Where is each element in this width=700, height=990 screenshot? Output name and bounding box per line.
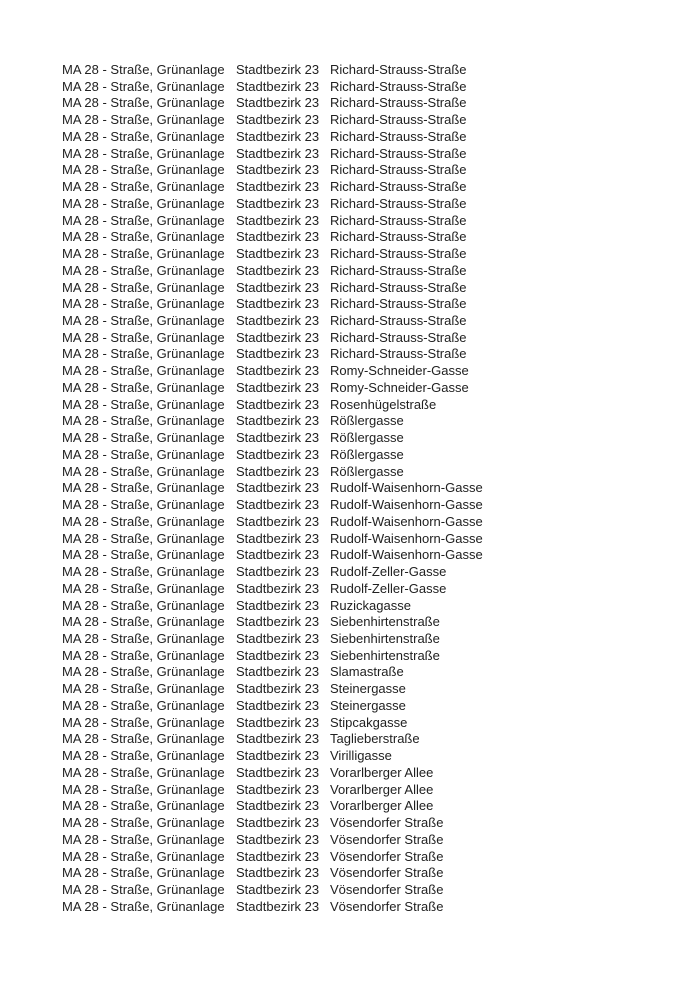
cell-street: Richard-Strauss-Straße (330, 329, 467, 345)
cell-district: Stadtbezirk 23 (236, 262, 320, 278)
cell-organisation: MA 28 - Straße, Grünanlage (62, 714, 225, 730)
table-row (62, 832, 662, 849)
cell-street: Steinergasse (330, 697, 406, 713)
cell-organisation: MA 28 - Straße, Grünanlage (62, 346, 225, 362)
cell-organisation: MA 28 - Straße, Grünanlage (62, 246, 225, 262)
cell-street: Romy-Schneider-Gasse (330, 363, 469, 379)
cell-organisation: MA 28 - Straße, Grünanlage (62, 530, 225, 546)
cell-street: Stipcakgasse (330, 714, 408, 730)
cell-district: Stadtbezirk 23 (236, 681, 320, 697)
cell-district: Stadtbezirk 23 (236, 547, 320, 563)
cell-organisation: MA 28 - Straße, Grünanlage (62, 848, 225, 864)
cell-street: Vösendorfer Straße (330, 831, 444, 847)
cell-district: Stadtbezirk 23 (236, 446, 320, 462)
cell-district: Stadtbezirk 23 (236, 212, 320, 228)
table-row (62, 413, 662, 430)
cell-street: Vösendorfer Straße (330, 898, 444, 914)
cell-street: Vösendorfer Straße (330, 881, 444, 897)
cell-organisation: MA 28 - Straße, Grünanlage (62, 229, 225, 245)
table-row (62, 547, 662, 564)
table-row (62, 229, 662, 246)
cell-organisation: MA 28 - Straße, Grünanlage (62, 630, 225, 646)
cell-organisation: MA 28 - Straße, Grünanlage (62, 865, 225, 881)
cell-organisation: MA 28 - Straße, Grünanlage (62, 513, 225, 529)
cell-district: Stadtbezirk 23 (236, 379, 320, 395)
table-row (62, 430, 662, 447)
cell-street: Richard-Strauss-Straße (330, 145, 467, 161)
table-row (62, 664, 662, 681)
cell-district: Stadtbezirk 23 (236, 229, 320, 245)
cell-organisation: MA 28 - Straße, Grünanlage (62, 764, 225, 780)
cell-organisation: MA 28 - Straße, Grünanlage (62, 363, 225, 379)
cell-district: Stadtbezirk 23 (236, 848, 320, 864)
cell-street: Richard-Strauss-Straße (330, 279, 467, 295)
table-row (62, 464, 662, 481)
cell-district: Stadtbezirk 23 (236, 296, 320, 312)
cell-organisation: MA 28 - Straße, Grünanlage (62, 95, 225, 111)
cell-district: Stadtbezirk 23 (236, 798, 320, 814)
table-row (62, 363, 662, 380)
cell-district: Stadtbezirk 23 (236, 815, 320, 831)
table-row (62, 681, 662, 698)
table-row (62, 514, 662, 531)
table-row (62, 882, 662, 899)
cell-district: Stadtbezirk 23 (236, 430, 320, 446)
table-row (62, 899, 662, 916)
cell-district: Stadtbezirk 23 (236, 145, 320, 161)
cell-district: Stadtbezirk 23 (236, 898, 320, 914)
table-row (62, 79, 662, 96)
cell-street: Rößlergasse (330, 413, 404, 429)
table-row (62, 162, 662, 179)
cell-street: Taglieberstraße (330, 731, 420, 747)
cell-street: Siebenhirtenstraße (330, 614, 440, 630)
table-row (62, 815, 662, 832)
cell-street: Ruzickagasse (330, 597, 411, 613)
cell-street: Richard-Strauss-Straße (330, 296, 467, 312)
cell-organisation: MA 28 - Straße, Grünanlage (62, 446, 225, 462)
cell-organisation: MA 28 - Straße, Grünanlage (62, 463, 225, 479)
cell-organisation: MA 28 - Straße, Grünanlage (62, 262, 225, 278)
table-row (62, 614, 662, 631)
cell-street: Vösendorfer Straße (330, 815, 444, 831)
cell-organisation: MA 28 - Straße, Grünanlage (62, 681, 225, 697)
cell-organisation: MA 28 - Straße, Grünanlage (62, 195, 225, 211)
table-row (62, 782, 662, 799)
cell-district: Stadtbezirk 23 (236, 497, 320, 513)
cell-district: Stadtbezirk 23 (236, 697, 320, 713)
cell-street: Richard-Strauss-Straße (330, 346, 467, 362)
cell-district: Stadtbezirk 23 (236, 664, 320, 680)
cell-street: Rudolf-Waisenhorn-Gasse (330, 513, 483, 529)
table-row (62, 765, 662, 782)
cell-district: Stadtbezirk 23 (236, 831, 320, 847)
cell-street: Rößlergasse (330, 446, 404, 462)
cell-organisation: MA 28 - Straße, Grünanlage (62, 78, 225, 94)
cell-street: Rudolf-Zeller-Gasse (330, 580, 447, 596)
table-row (62, 581, 662, 598)
cell-street: Richard-Strauss-Straße (330, 195, 467, 211)
table-row (62, 196, 662, 213)
cell-organisation: MA 28 - Straße, Grünanlage (62, 614, 225, 630)
cell-organisation: MA 28 - Straße, Grünanlage (62, 798, 225, 814)
table-row (62, 598, 662, 615)
cell-street: Siebenhirtenstraße (330, 647, 440, 663)
cell-district: Stadtbezirk 23 (236, 128, 320, 144)
cell-district: Stadtbezirk 23 (236, 179, 320, 195)
cell-street: Rudolf-Waisenhorn-Gasse (330, 497, 483, 513)
cell-district: Stadtbezirk 23 (236, 748, 320, 764)
cell-district: Stadtbezirk 23 (236, 329, 320, 345)
table-row (62, 480, 662, 497)
cell-district: Stadtbezirk 23 (236, 731, 320, 747)
table-row (62, 346, 662, 363)
cell-street: Vösendorfer Straße (330, 848, 444, 864)
cell-street: Siebenhirtenstraße (330, 630, 440, 646)
table-row (62, 447, 662, 464)
cell-street: Richard-Strauss-Straße (330, 313, 467, 329)
cell-organisation: MA 28 - Straße, Grünanlage (62, 664, 225, 680)
cell-street: Richard-Strauss-Straße (330, 229, 467, 245)
cell-organisation: MA 28 - Straße, Grünanlage (62, 580, 225, 596)
cell-organisation: MA 28 - Straße, Grünanlage (62, 898, 225, 914)
cell-organisation: MA 28 - Straße, Grünanlage (62, 396, 225, 412)
cell-organisation: MA 28 - Straße, Grünanlage (62, 781, 225, 797)
cell-district: Stadtbezirk 23 (236, 313, 320, 329)
table-row (62, 179, 662, 196)
table-row (62, 146, 662, 163)
cell-district: Stadtbezirk 23 (236, 78, 320, 94)
cell-organisation: MA 28 - Straße, Grünanlage (62, 547, 225, 563)
cell-organisation: MA 28 - Straße, Grünanlage (62, 815, 225, 831)
cell-district: Stadtbezirk 23 (236, 865, 320, 881)
cell-district: Stadtbezirk 23 (236, 647, 320, 663)
street-list (62, 62, 662, 915)
table-row (62, 849, 662, 866)
cell-district: Stadtbezirk 23 (236, 530, 320, 546)
cell-organisation: MA 28 - Straße, Grünanlage (62, 731, 225, 747)
cell-district: Stadtbezirk 23 (236, 62, 320, 77)
table-row (62, 798, 662, 815)
table-row (62, 731, 662, 748)
cell-street: Romy-Schneider-Gasse (330, 379, 469, 395)
cell-organisation: MA 28 - Straße, Grünanlage (62, 112, 225, 128)
cell-street: Rudolf-Waisenhorn-Gasse (330, 480, 483, 496)
cell-organisation: MA 28 - Straße, Grünanlage (62, 647, 225, 663)
cell-organisation: MA 28 - Straße, Grünanlage (62, 497, 225, 513)
cell-organisation: MA 28 - Straße, Grünanlage (62, 413, 225, 429)
cell-district: Stadtbezirk 23 (236, 881, 320, 897)
cell-street: Vorarlberger Allee (330, 764, 434, 780)
table-row (62, 330, 662, 347)
cell-organisation: MA 28 - Straße, Grünanlage (62, 748, 225, 764)
cell-organisation: MA 28 - Straße, Grünanlage (62, 179, 225, 195)
cell-organisation: MA 28 - Straße, Grünanlage (62, 212, 225, 228)
cell-district: Stadtbezirk 23 (236, 162, 320, 178)
cell-district: Stadtbezirk 23 (236, 346, 320, 362)
cell-street: Vorarlberger Allee (330, 781, 434, 797)
cell-organisation: MA 28 - Straße, Grünanlage (62, 145, 225, 161)
table-row (62, 313, 662, 330)
cell-street: Richard-Strauss-Straße (330, 212, 467, 228)
table-row (62, 62, 662, 79)
cell-organisation: MA 28 - Straße, Grünanlage (62, 697, 225, 713)
cell-district: Stadtbezirk 23 (236, 396, 320, 412)
cell-district: Stadtbezirk 23 (236, 764, 320, 780)
table-row (62, 380, 662, 397)
cell-district: Stadtbezirk 23 (236, 630, 320, 646)
cell-street: Vorarlberger Allee (330, 798, 434, 814)
cell-district: Stadtbezirk 23 (236, 463, 320, 479)
cell-organisation: MA 28 - Straße, Grünanlage (62, 313, 225, 329)
table-row (62, 865, 662, 882)
table-row (62, 246, 662, 263)
cell-street: Richard-Strauss-Straße (330, 179, 467, 195)
cell-street: Rudolf-Zeller-Gasse (330, 564, 447, 580)
cell-organisation: MA 28 - Straße, Grünanlage (62, 831, 225, 847)
table-row (62, 531, 662, 548)
table-row (62, 296, 662, 313)
cell-district: Stadtbezirk 23 (236, 781, 320, 797)
cell-street: Virilligasse (330, 748, 392, 764)
cell-district: Stadtbezirk 23 (236, 95, 320, 111)
cell-organisation: MA 28 - Straße, Grünanlage (62, 480, 225, 496)
cell-organisation: MA 28 - Straße, Grünanlage (62, 62, 225, 77)
table-row (62, 715, 662, 732)
table-row (62, 280, 662, 297)
cell-district: Stadtbezirk 23 (236, 480, 320, 496)
cell-district: Stadtbezirk 23 (236, 413, 320, 429)
table-row (62, 564, 662, 581)
cell-district: Stadtbezirk 23 (236, 246, 320, 262)
cell-organisation: MA 28 - Straße, Grünanlage (62, 379, 225, 395)
cell-street: Vösendorfer Straße (330, 865, 444, 881)
cell-street: Richard-Strauss-Straße (330, 78, 467, 94)
cell-district: Stadtbezirk 23 (236, 195, 320, 211)
cell-street: Richard-Strauss-Straße (330, 162, 467, 178)
cell-street: Steinergasse (330, 681, 406, 697)
cell-street: Richard-Strauss-Straße (330, 262, 467, 278)
cell-street: Richard-Strauss-Straße (330, 95, 467, 111)
table-row (62, 698, 662, 715)
cell-organisation: MA 28 - Straße, Grünanlage (62, 881, 225, 897)
cell-street: Richard-Strauss-Straße (330, 112, 467, 128)
cell-organisation: MA 28 - Straße, Grünanlage (62, 564, 225, 580)
cell-organisation: MA 28 - Straße, Grünanlage (62, 279, 225, 295)
table-row (62, 129, 662, 146)
cell-street: Richard-Strauss-Straße (330, 62, 467, 77)
cell-street: Richard-Strauss-Straße (330, 246, 467, 262)
table-row (62, 631, 662, 648)
cell-organisation: MA 28 - Straße, Grünanlage (62, 430, 225, 446)
cell-street: Rudolf-Waisenhorn-Gasse (330, 530, 483, 546)
cell-district: Stadtbezirk 23 (236, 513, 320, 529)
cell-district: Stadtbezirk 23 (236, 714, 320, 730)
cell-district: Stadtbezirk 23 (236, 580, 320, 596)
cell-street: Rößlergasse (330, 430, 404, 446)
cell-organisation: MA 28 - Straße, Grünanlage (62, 162, 225, 178)
cell-street: Richard-Strauss-Straße (330, 128, 467, 144)
table-row (62, 95, 662, 112)
table-row (62, 497, 662, 514)
cell-street: Slamastraße (330, 664, 404, 680)
cell-district: Stadtbezirk 23 (236, 112, 320, 128)
table-row (62, 263, 662, 280)
cell-district: Stadtbezirk 23 (236, 279, 320, 295)
cell-street: Rößlergasse (330, 463, 404, 479)
cell-district: Stadtbezirk 23 (236, 614, 320, 630)
cell-organisation: MA 28 - Straße, Grünanlage (62, 597, 225, 613)
table-row (62, 213, 662, 230)
table-row (62, 112, 662, 129)
cell-street: Rosenhügelstraße (330, 396, 437, 412)
table-row (62, 648, 662, 665)
table-row (62, 748, 662, 765)
cell-district: Stadtbezirk 23 (236, 363, 320, 379)
cell-organisation: MA 28 - Straße, Grünanlage (62, 329, 225, 345)
cell-organisation: MA 28 - Straße, Grünanlage (62, 296, 225, 312)
cell-district: Stadtbezirk 23 (236, 597, 320, 613)
cell-organisation: MA 28 - Straße, Grünanlage (62, 128, 225, 144)
cell-district: Stadtbezirk 23 (236, 564, 320, 580)
table-row (62, 397, 662, 414)
cell-street: Rudolf-Waisenhorn-Gasse (330, 547, 483, 563)
